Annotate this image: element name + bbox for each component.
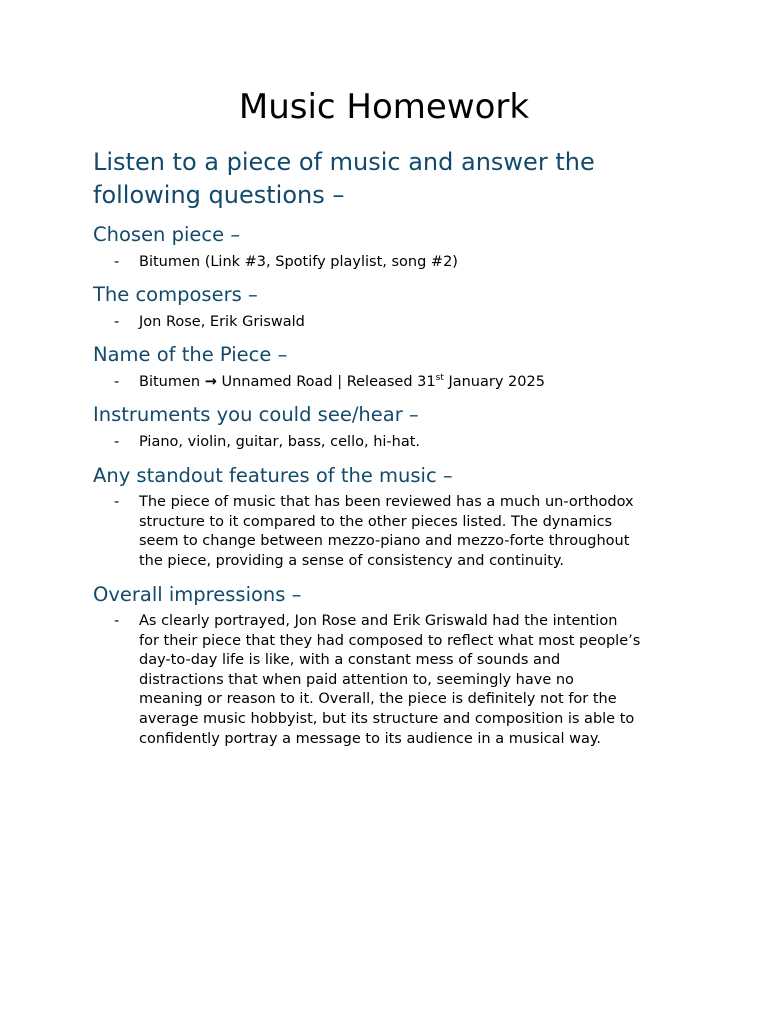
document-subtitle: Listen to a piece of music and answer the following questions – (93, 148, 595, 209)
paragraph-line: day-to-day life is like, with a constant mess of sounds and (139, 652, 561, 669)
bullet-text-piece-name (139, 373, 684, 393)
bullet-dash: - (114, 254, 120, 270)
bullet-dash: - (114, 314, 120, 330)
bullet-dash: - (114, 374, 120, 390)
paragraph-line: structure to it compared to the other pieces listed. The dynamics (139, 513, 613, 530)
document-title: Music Homework (238, 87, 530, 127)
paragraph-line: average music hobbyist, but its structure and composition is able to (139, 710, 635, 727)
paragraph-line: The piece of music that has been reviewed has a much un-orthodox (139, 494, 634, 510)
bullet-dash: - (114, 494, 120, 510)
bullet-text-overall-impressions (139, 612, 684, 749)
ordinal-suffix: st (435, 373, 444, 383)
bullet-text-composers: Jon Rose, Erik Griswald (139, 314, 305, 330)
paragraph-line: meaning or reason to it. Overall, the piece is definitely not for the (139, 691, 617, 708)
section-heading-chosen-piece: Chosen piece – (93, 223, 241, 246)
paragraph-line: the piece, providing a sense of consistency and continuity. (139, 552, 565, 569)
bullet-text-standout-features (139, 493, 684, 571)
piece-old-name: Bitumen (139, 374, 201, 390)
section-heading-instruments: Instruments you could see/hear – (93, 403, 419, 426)
section-heading-composers: The composers – (93, 283, 258, 306)
release-date-rest: January 2025 (443, 374, 545, 390)
arrow-right-icon: → (204, 374, 217, 390)
bullet-dash: - (114, 434, 120, 450)
bullet-text-chosen-piece: Bitumen (Link #3, Spotify playlist, song #2) (139, 254, 458, 270)
paragraph-line: seem to change between mezzo-piano and mezzo-forte throughout (139, 533, 630, 550)
section-heading-piece-name: Name of the Piece – (93, 343, 288, 366)
paragraph-line: As clearly portrayed, Jon Rose and Erik Griswald had the intention (139, 613, 618, 629)
section-heading-overall-impressions: Overall impressions – (93, 583, 302, 606)
paragraph-line: for their piece that they had composed to reflect what most people’s (139, 632, 641, 649)
paragraph-line: distractions that when paid attention to, seemingly have no (139, 671, 574, 688)
piece-new-name-release: Unnamed Road | Released 31 (221, 374, 436, 390)
bullet-text-instruments: Piano, violin, guitar, bass, cello, hi-hat. (139, 434, 421, 450)
section-heading-standout-features: Any standout features of the music – (93, 464, 453, 487)
bullet-dash: - (114, 613, 120, 629)
paragraph-line: confidently portray a message to its audience in a musical way. (139, 730, 601, 747)
